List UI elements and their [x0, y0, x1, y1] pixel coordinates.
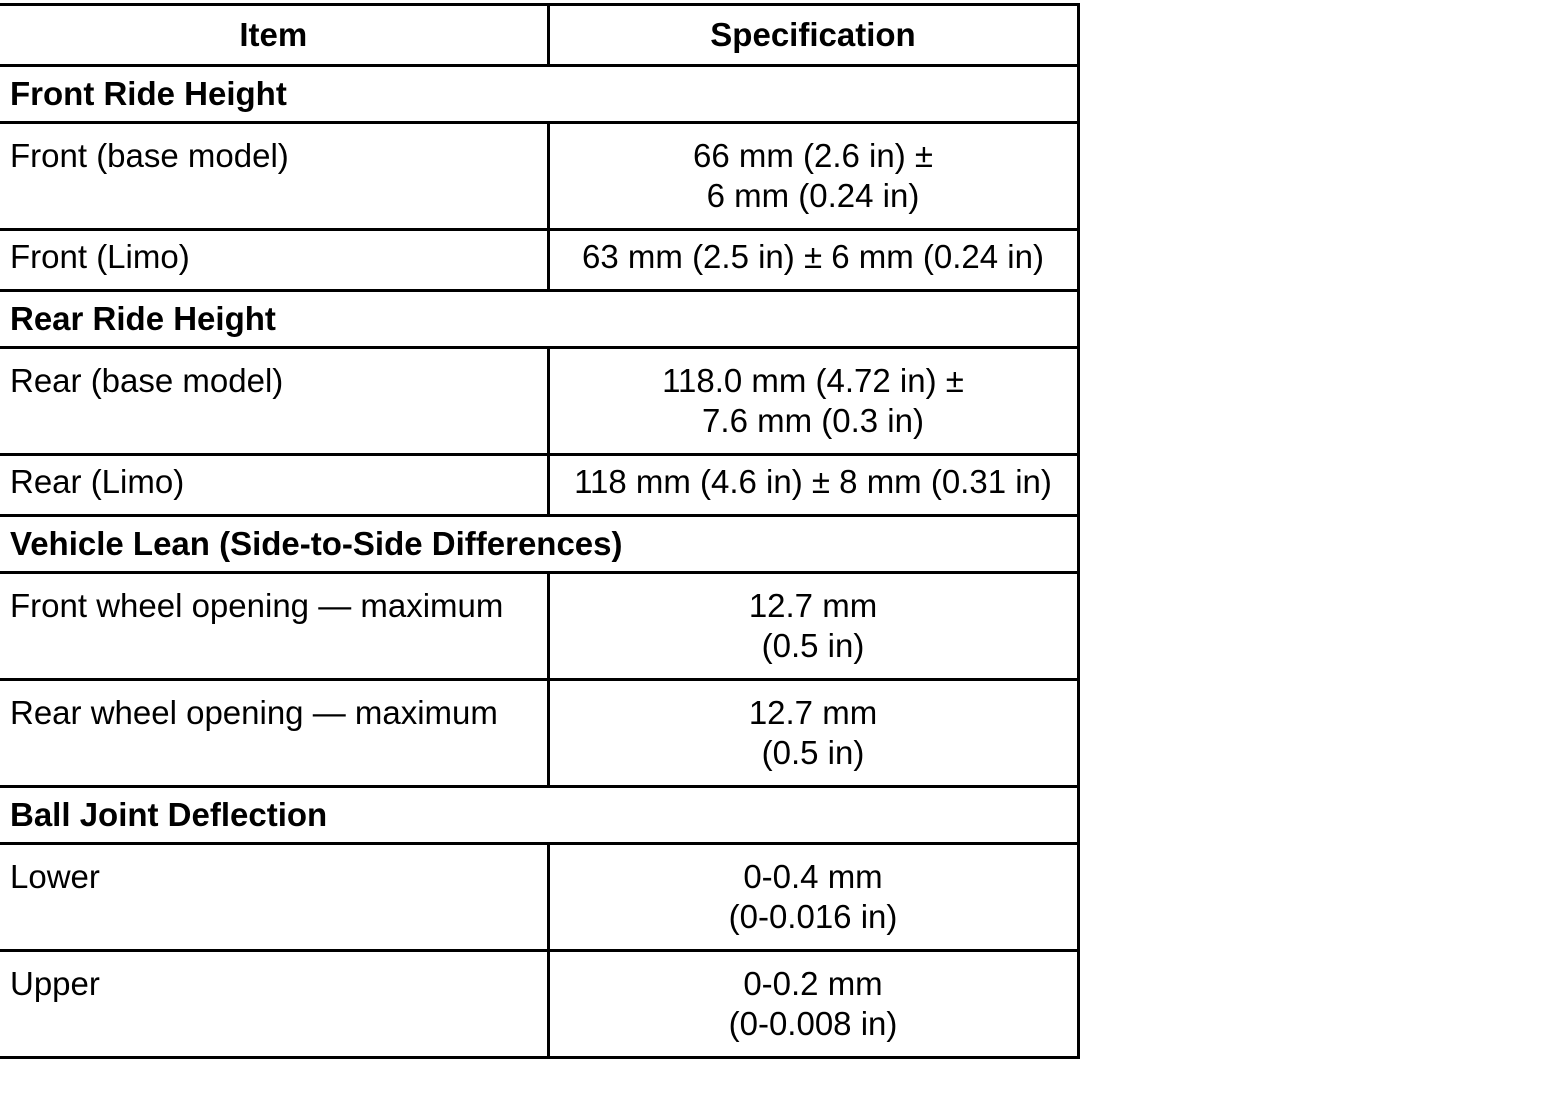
table-row: [0, 844, 1078, 951]
section-row: [0, 66, 1078, 123]
item-cell: Front (Limo): [0, 230, 548, 291]
specification-table: [0, 3, 1080, 1059]
spec-line: (0-0.016 in): [728, 898, 898, 935]
spec-cell: [548, 680, 1078, 787]
section-title: Vehicle Lean (Side-to-Side Differences): [0, 516, 1078, 573]
item-cell: Rear wheel opening — maximum: [0, 680, 548, 787]
section-row: [0, 291, 1078, 348]
spec-line: 7.6 mm (0.3 in): [702, 402, 924, 439]
spec-line: (0.5 in): [761, 627, 865, 664]
section-title: Ball Joint Deflection: [0, 787, 1078, 844]
item-cell: Front (base model): [0, 123, 548, 230]
spec-cell: [548, 230, 1078, 291]
spec-cell: [548, 348, 1078, 455]
spec-cell: [548, 951, 1078, 1058]
header-row: [0, 5, 1078, 66]
table-row: [0, 348, 1078, 455]
table-row: [0, 680, 1078, 787]
spec-cell: [548, 573, 1078, 680]
spec-cell: [548, 844, 1078, 951]
table-row: [0, 455, 1078, 516]
spec-line: 63 mm (2.5 in) ± 6 mm (0.24 in): [582, 238, 1044, 275]
table-row: [0, 951, 1078, 1058]
section-title: Front Ride Height: [0, 66, 1078, 123]
spec-line: (0.5 in): [761, 734, 865, 771]
item-cell: Rear (base model): [0, 348, 548, 455]
section-row: [0, 787, 1078, 844]
table-row: [0, 123, 1078, 230]
header-item: Item: [0, 5, 548, 66]
spec-line: 118.0 mm (4.72 in) ±: [662, 362, 964, 399]
spec-line: 0-0.2 mm: [743, 965, 883, 1002]
spec-line: (0-0.008 in): [728, 1005, 898, 1042]
spec-line: 6 mm (0.24 in): [706, 177, 920, 214]
table-row: [0, 573, 1078, 680]
spec-cell: [548, 455, 1078, 516]
spec-line: 0-0.4 mm: [743, 858, 883, 895]
spec-cell: [548, 123, 1078, 230]
spec-line: 66 mm (2.6 in) ±: [692, 137, 933, 174]
item-cell: Front wheel opening — maximum: [0, 573, 548, 680]
header-specification: Specification: [548, 5, 1078, 66]
section-title: Rear Ride Height: [0, 291, 1078, 348]
item-cell: Upper: [0, 951, 548, 1058]
spec-line: 12.7 mm: [748, 694, 878, 731]
spec-line: 118 mm (4.6 in) ± 8 mm (0.31 in): [574, 463, 1052, 500]
item-cell: Rear (Limo): [0, 455, 548, 516]
table-row: [0, 230, 1078, 291]
section-row: [0, 516, 1078, 573]
spec-line: 12.7 mm: [748, 587, 878, 624]
item-cell: Lower: [0, 844, 548, 951]
